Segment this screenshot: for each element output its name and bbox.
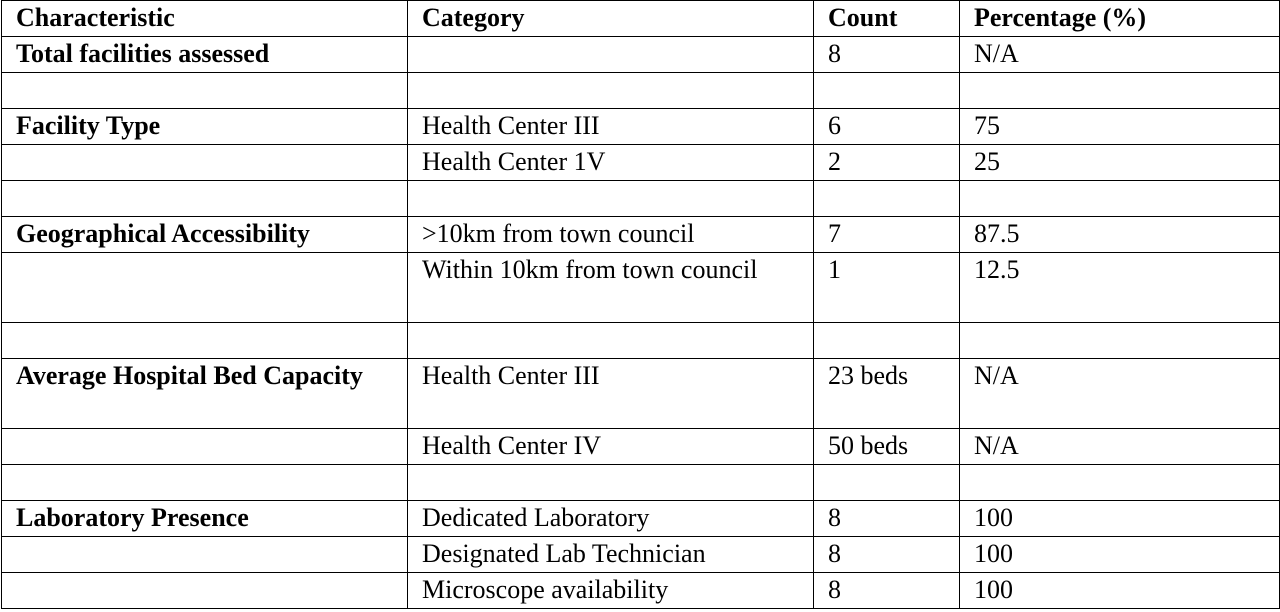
table-row xyxy=(2,429,1280,465)
percentage-cell xyxy=(960,465,1280,501)
spacer-row xyxy=(2,465,1280,501)
count-cell: 8 xyxy=(814,573,960,609)
header-percentage: Percentage (%) xyxy=(960,1,1280,37)
count-cell: 1 xyxy=(814,253,960,323)
percentage-cell: 25 xyxy=(960,145,1280,181)
spacer-row xyxy=(2,73,1280,109)
table-row xyxy=(2,37,1280,73)
characteristic-cell xyxy=(2,429,408,465)
percentage-cell xyxy=(960,73,1280,109)
characteristic-cell: Laboratory Presence xyxy=(2,501,408,537)
header-count: Count xyxy=(814,1,960,37)
percentage-cell: N/A xyxy=(960,429,1280,465)
category-cell: Health Center IV xyxy=(408,429,814,465)
category-cell xyxy=(408,323,814,359)
count-cell: 8 xyxy=(814,501,960,537)
header-category: Category xyxy=(408,1,814,37)
count-cell: 23 beds xyxy=(814,359,960,429)
characteristic-cell xyxy=(2,145,408,181)
characteristic-cell xyxy=(2,323,408,359)
category-cell xyxy=(408,465,814,501)
characteristic-cell: Facility Type xyxy=(2,109,408,145)
category-cell: Microscope availability xyxy=(408,573,814,609)
characteristic-cell xyxy=(2,181,408,217)
count-cell: 2 xyxy=(814,145,960,181)
category-cell: Health Center III xyxy=(408,359,814,429)
count-cell xyxy=(814,181,960,217)
percentage-cell: N/A xyxy=(960,37,1280,73)
percentage-cell xyxy=(960,323,1280,359)
characteristic-cell xyxy=(2,573,408,609)
characteristic-cell xyxy=(2,537,408,573)
category-cell: Health Center 1V xyxy=(408,145,814,181)
category-cell xyxy=(408,73,814,109)
category-cell: Dedicated Laboratory xyxy=(408,501,814,537)
category-cell xyxy=(408,181,814,217)
percentage-cell: 100 xyxy=(960,501,1280,537)
header-row xyxy=(2,1,1280,37)
percentage-cell: 100 xyxy=(960,537,1280,573)
count-cell xyxy=(814,73,960,109)
spacer-row xyxy=(2,323,1280,359)
characteristic-cell xyxy=(2,73,408,109)
count-cell: 7 xyxy=(814,217,960,253)
count-cell: 8 xyxy=(814,37,960,73)
table-row xyxy=(2,501,1280,537)
category-cell: Designated Lab Technician xyxy=(408,537,814,573)
category-cell: Health Center III xyxy=(408,109,814,145)
characteristic-cell xyxy=(2,465,408,501)
table-row xyxy=(2,359,1280,429)
table-row xyxy=(2,537,1280,573)
category-cell: Within 10km from town council xyxy=(408,253,814,323)
table-row xyxy=(2,217,1280,253)
percentage-cell: 87.5 xyxy=(960,217,1280,253)
count-cell: 8 xyxy=(814,537,960,573)
count-cell: 50 beds xyxy=(814,429,960,465)
percentage-cell: 12.5 xyxy=(960,253,1280,323)
table-row xyxy=(2,145,1280,181)
table-row xyxy=(2,573,1280,609)
characteristic-cell: Average Hospital Bed Capacity xyxy=(2,359,408,429)
category-cell: >10km from town council xyxy=(408,217,814,253)
table-row xyxy=(2,109,1280,145)
percentage-cell: 100 xyxy=(960,573,1280,609)
spacer-row xyxy=(2,181,1280,217)
facility-characteristics-table xyxy=(1,0,1280,609)
percentage-cell: N/A xyxy=(960,359,1280,429)
percentage-cell: 75 xyxy=(960,109,1280,145)
table-row xyxy=(2,253,1280,323)
count-cell: 6 xyxy=(814,109,960,145)
header-characteristic: Characteristic xyxy=(2,1,408,37)
characteristic-cell xyxy=(2,253,408,323)
percentage-cell xyxy=(960,181,1280,217)
characteristic-cell: Geographical Accessibility xyxy=(2,217,408,253)
characteristic-cell: Total facilities assessed xyxy=(2,37,408,73)
category-cell xyxy=(408,37,814,73)
count-cell xyxy=(814,465,960,501)
count-cell xyxy=(814,323,960,359)
